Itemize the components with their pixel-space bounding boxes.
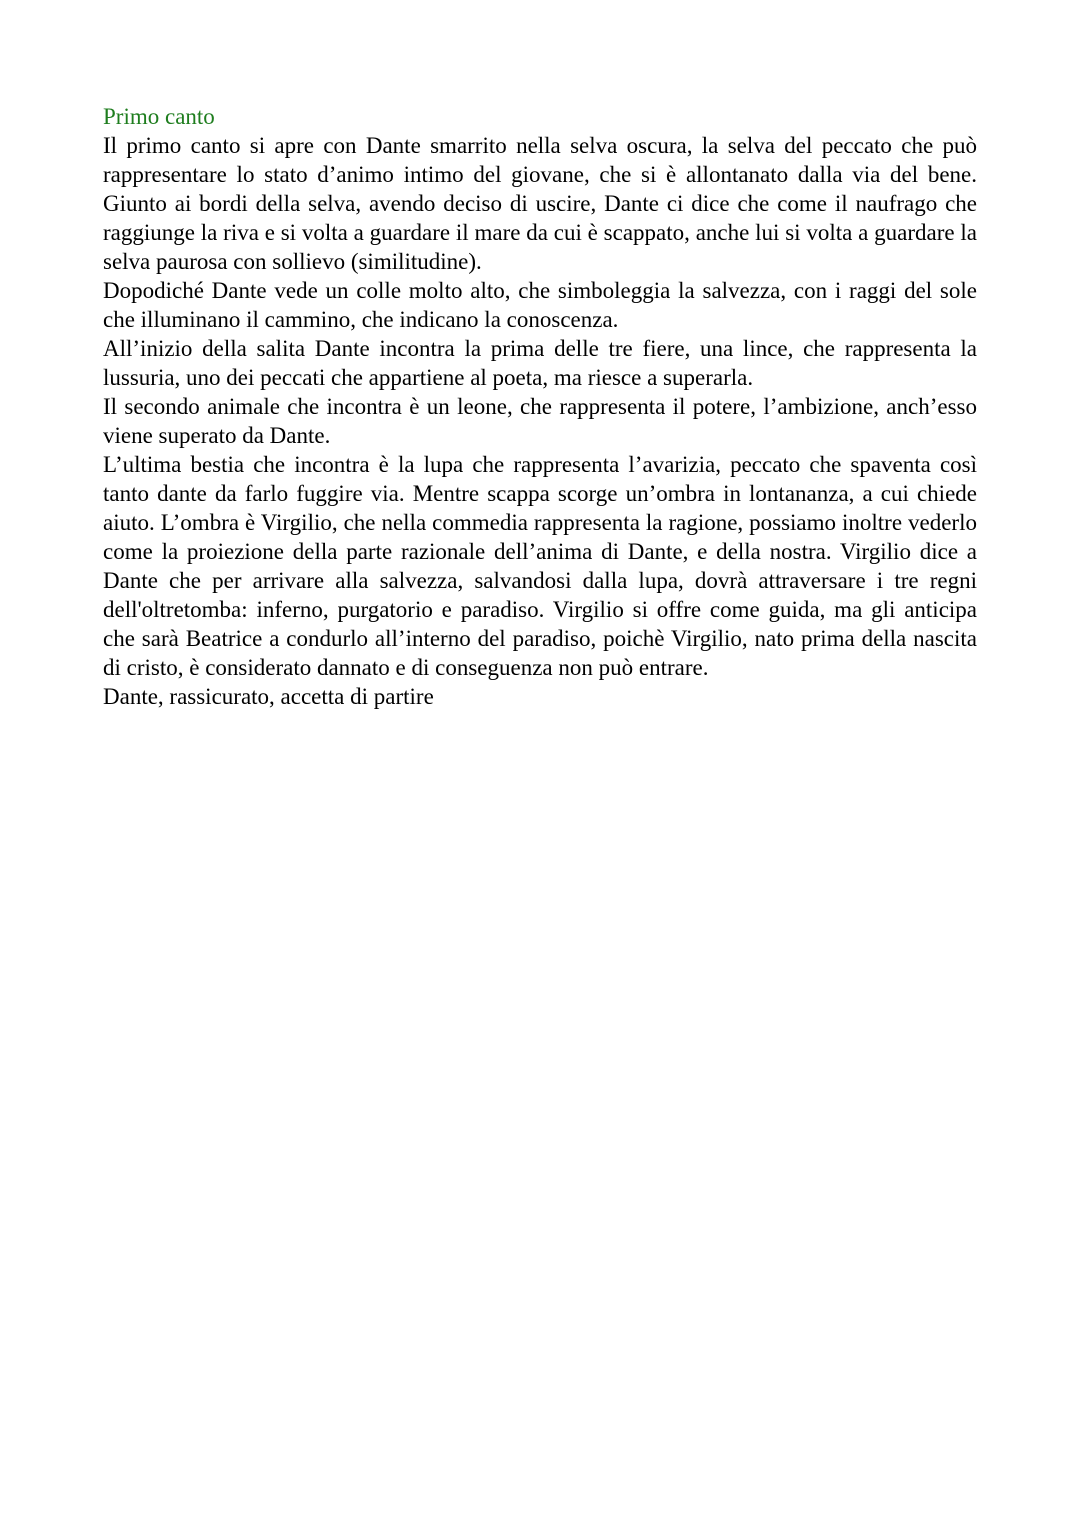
paragraph-leone: Il secondo animale che incontra è un leone, che rappresenta il potere, l’ambizione, anch’esso viene superato da Dante.	[103, 394, 977, 448]
paragraph-lupa: L’ultima bestia che incontra è la lupa che rappresenta l’avarizia, peccato che spaventa così tanto dante da farlo fuggire via. Mentre scappa scorge un’ombra in lontananza, a cui chiede aiuto. L’ombra è Virgilio, che nella commedia rappresenta la ragione, possiamo inoltre vederlo come la proiezione della parte razionale dell’anima di Dante, e della nostra. Virgilio dice a Dante che per arrivare alla salvezza, salvandosi dalla lupa, dovrà attraversare i tre regni dell'oltretomba: inferno, purgatorio e paradiso. Virgilio si offre come guida, ma gli anticipa che sarà Beatrice a condurlo all’interno del paradiso, poichè Virgilio, nato prima della nascita di cristo, è considerato dannato e di conseguenza non può entrare.	[103, 452, 977, 680]
paragraph-lince: All’inizio della salita Dante incontra la prima delle tre fiere, una lince, che rappresenta la lussuria, uno dei peccati che appartiene al poeta, ma riesce a superarla.	[103, 336, 977, 390]
paragraph-intro: Il primo canto si apre con Dante smarrito nella selva oscura, la selva del peccato che può rappresentare lo stato d’animo intimo del giovane, che si è allontanato dalla via del bene. Giunto ai bordi della selva, avendo deciso di uscire, Dante ci dice che come il naufrago che raggiunge la riva e si volta a guardare il mare da cui è scappato, anche lui si volta a guardare la selva paurosa con sollievo (similitudine).	[103, 133, 977, 274]
paragraph-colle: Dopodiché Dante vede un colle molto alto, che simboleggia la salvezza, con i raggi del sole che illuminano il cammino, che indicano la conoscenza.	[103, 278, 977, 332]
section-title: Primo canto	[103, 104, 215, 129]
document-page	[103, 102, 977, 711]
paragraph-conclusion: Dante, rassicurato, accetta di partire	[103, 684, 434, 709]
